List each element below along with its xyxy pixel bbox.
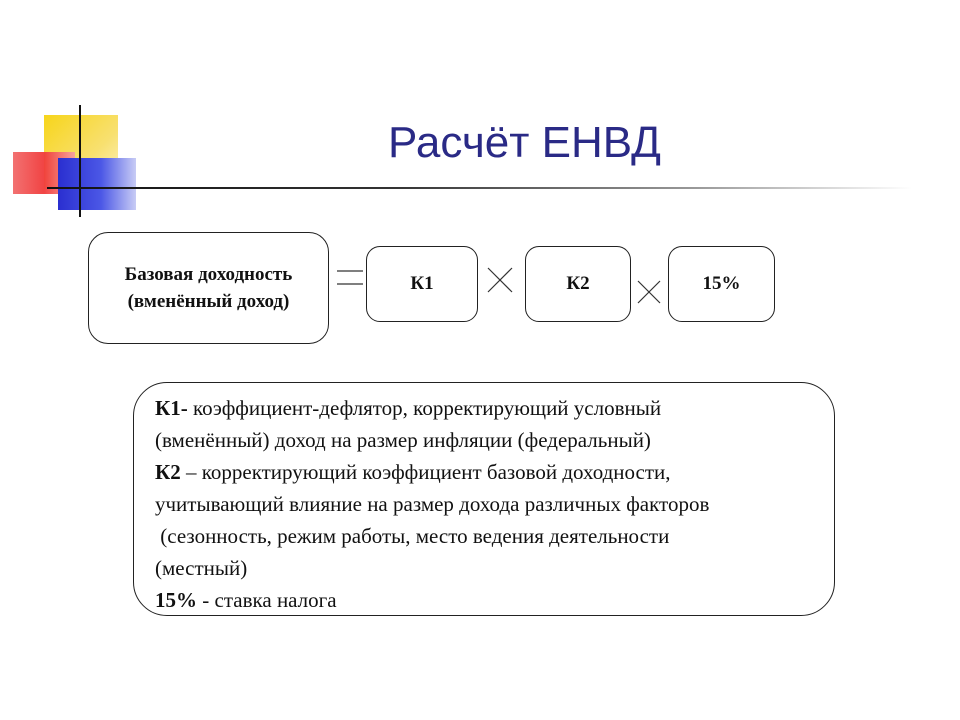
decor-blue-square bbox=[58, 158, 136, 210]
k2-text-4: (местный) bbox=[155, 556, 248, 580]
k1-term: К1- bbox=[155, 396, 188, 420]
k2-text-1: – корректирующий коэффициент базовой доходности, bbox=[180, 460, 671, 484]
title-underline bbox=[47, 187, 912, 189]
rate-text: - ставка налога bbox=[197, 588, 337, 612]
desc-line-1 bbox=[155, 392, 875, 424]
desc-line-3 bbox=[155, 456, 875, 488]
equals-icon bbox=[335, 262, 365, 292]
k2-text-3: (сезонность, режим работы, место ведения деятельности bbox=[155, 524, 670, 548]
description-text bbox=[155, 392, 875, 616]
desc-line-4 bbox=[155, 488, 875, 520]
k2-term: К2 bbox=[155, 460, 181, 484]
base-income-box bbox=[88, 232, 329, 344]
k1-box bbox=[366, 246, 478, 322]
k2-label: К2 bbox=[566, 273, 590, 294]
slide-title: Расчёт ЕНВД bbox=[388, 118, 661, 167]
k2-box bbox=[525, 246, 631, 322]
base-income-label-line1: Базовая доходность bbox=[124, 264, 293, 285]
k1-label: К1 bbox=[410, 273, 434, 294]
k1-text-2: (вменённый) доход на размер инфляции (федеральный) bbox=[155, 428, 651, 452]
tax-rate-label: 15% bbox=[702, 273, 741, 294]
desc-line-7 bbox=[155, 584, 875, 616]
k2-text-2: учитывающий влияние на размер дохода различных факторов bbox=[155, 492, 710, 516]
decor-vertical-line bbox=[79, 105, 81, 217]
tax-rate-box bbox=[668, 246, 775, 322]
multiply-icon-2 bbox=[636, 279, 662, 305]
k1-text-1: коэффициент-дефлятор, корректирующий условный bbox=[187, 396, 662, 420]
multiply-icon bbox=[486, 266, 514, 294]
desc-line-2 bbox=[155, 424, 875, 456]
desc-line-5 bbox=[155, 520, 875, 552]
base-income-label-line2: (вменённый доход) bbox=[127, 291, 290, 312]
desc-line-6 bbox=[155, 552, 875, 584]
rate-term: 15% bbox=[155, 588, 197, 612]
